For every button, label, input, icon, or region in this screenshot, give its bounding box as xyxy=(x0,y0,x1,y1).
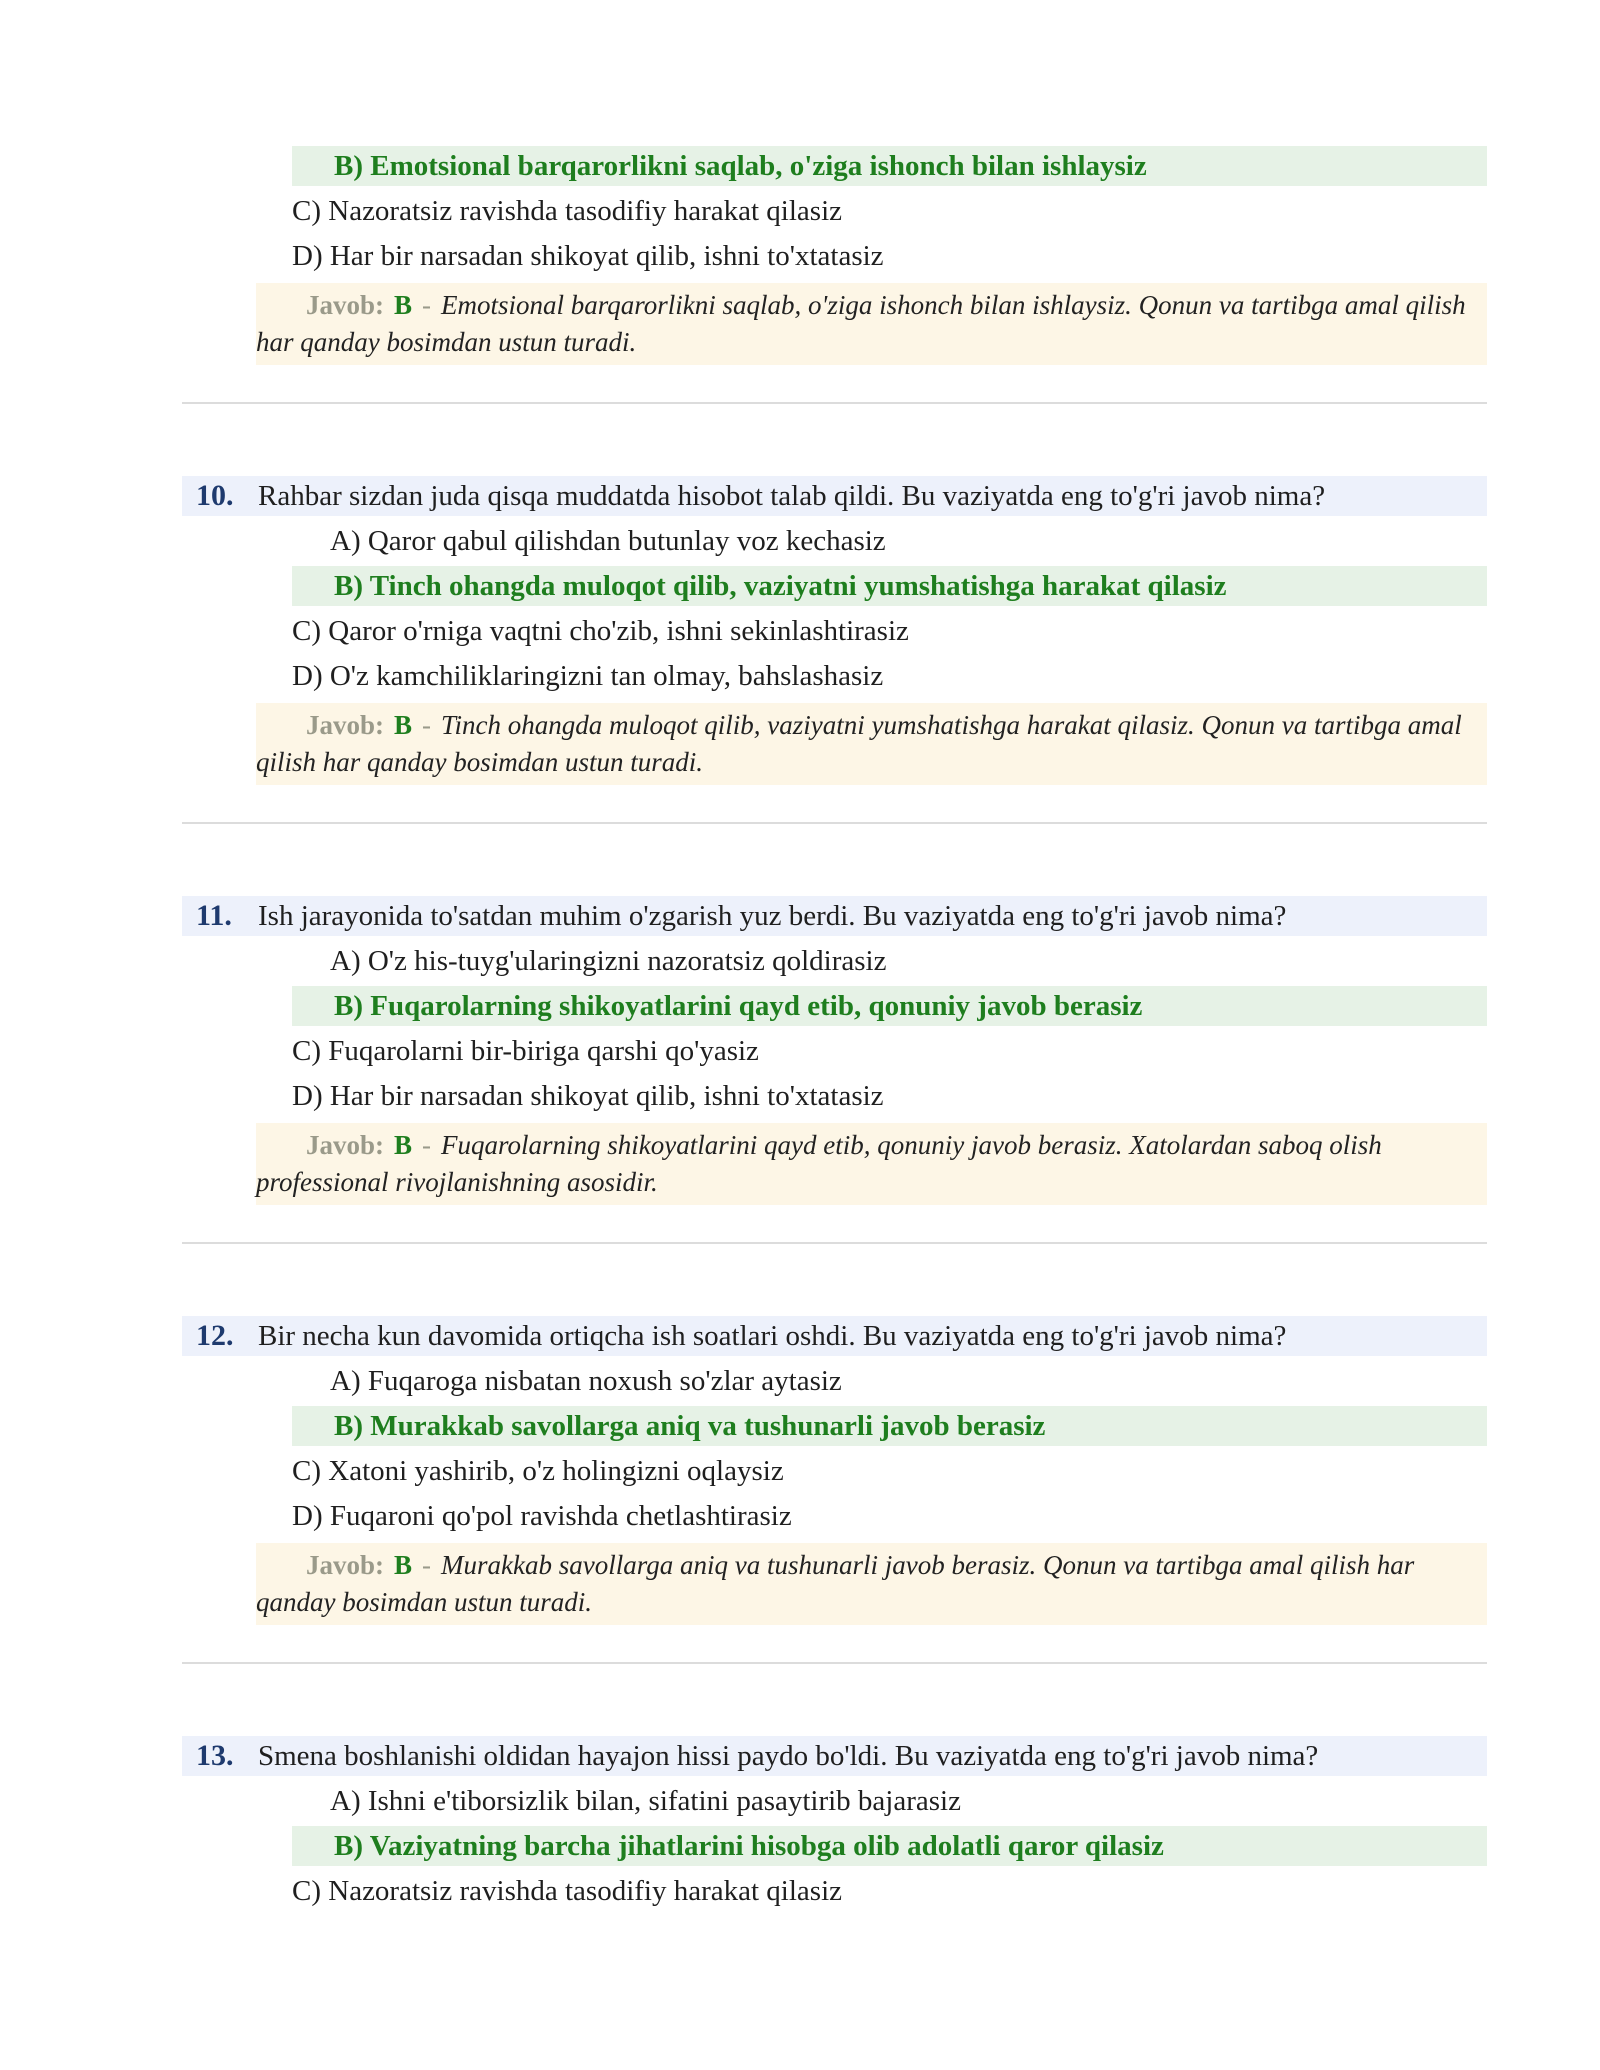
separator xyxy=(182,822,1487,824)
answer-explanation: Emotsional barqarorlikni saqlab, o'ziga ishonch bilan ishlaysiz. Qonun va tartibga amal qilish har qanday bosimdan ustun turadi. xyxy=(256,290,1466,357)
q10-answer-box xyxy=(256,703,1487,785)
answer-explanation: Murakkab savollarga aniq va tushunarli javob berasiz. Qonun va tartibga amal qilish har qanday bosimdan ustun turadi. xyxy=(256,1550,1415,1617)
q13-option-a: A) Ishni e'tiborsizlik bilan, sifatini pasaytirib bajarasiz xyxy=(330,1785,961,1817)
answer-letter: B xyxy=(394,290,413,320)
question-number: 12. xyxy=(196,1319,234,1352)
q12-answer-box xyxy=(256,1543,1487,1625)
answer-dash: - xyxy=(422,290,432,320)
separator xyxy=(182,1242,1487,1244)
answer-label: Javob: xyxy=(306,290,385,320)
q11-option-a: A) O'z his-tuyg'ularingizni nazoratsiz qoldirasiz xyxy=(330,945,887,977)
answer-explanation: Fuqarolarning shikoyatlarini qayd etib, qonuniy javob berasiz. Xatolardan saboq olish professional rivojlanishning asosidir. xyxy=(256,1130,1382,1197)
answer-explanation: Tinch ohangda muloqot qilib, vaziyatni yumshatishga harakat qilasiz. Qonun va tartibga amal qilish har qanday bosimdan ustun turadi. xyxy=(256,710,1462,777)
q12-option-d: D) Fuqaroni qo'pol ravishda chetlashtirasiz xyxy=(292,1500,792,1532)
q10-option-a: A) Qaror qabul qilishdan butunlay voz kechasiz xyxy=(330,525,886,557)
q9-option-c: C) Nazoratsiz ravishda tasodifiy harakat qilasiz xyxy=(292,195,842,227)
answer-label: Javob: xyxy=(306,710,385,740)
q12-option-c: C) Xatoni yashirib, o'z holingizni oqlaysiz xyxy=(292,1455,784,1487)
q13-option-c: C) Nazoratsiz ravishda tasodifiy harakat qilasiz xyxy=(292,1875,842,1907)
q10-option-c: C) Qaror o'rniga vaqtni cho'zib, ishni sekinlashtirasiz xyxy=(292,615,909,647)
q13-option-b-correct: B) Vaziyatning barcha jihatlarini hisobga olib adolatli qaror qilasiz xyxy=(292,1826,1487,1866)
question-11 xyxy=(182,896,1487,936)
answer-letter: B xyxy=(394,710,413,740)
question-number: 11. xyxy=(196,899,232,932)
answer-dash: - xyxy=(422,1130,432,1160)
question-13 xyxy=(182,1736,1487,1776)
q10-option-d: D) O'z kamchiliklaringizni tan olmay, bahslashasiz xyxy=(292,660,884,692)
answer-dash: - xyxy=(422,710,432,740)
q12-option-a: A) Fuqaroga nisbatan noxush so'zlar aytasiz xyxy=(330,1365,842,1397)
question-number: 10. xyxy=(196,479,234,512)
q11-option-c: C) Fuqarolarni bir-biriga qarshi qo'yasiz xyxy=(292,1035,759,1067)
question-text: Ish jarayonida to'satdan muhim o'zgarish yuz berdi. Bu vaziyatda eng to'g'ri javob nima? xyxy=(258,900,1287,932)
q11-answer-box xyxy=(256,1123,1487,1205)
q9-option-b-correct: B) Emotsional barqarorlikni saqlab, o'ziga ishonch bilan ishlaysiz xyxy=(292,146,1487,186)
question-text: Smena boshlanishi oldidan hayajon hissi paydo bo'ldi. Bu vaziyatda eng to'g'ri javob nima? xyxy=(258,1740,1319,1772)
question-12 xyxy=(182,1316,1487,1356)
q11-option-d: D) Har bir narsadan shikoyat qilib, ishni to'xtatasiz xyxy=(292,1080,884,1112)
question-10 xyxy=(182,476,1487,516)
answer-letter: B xyxy=(394,1550,413,1580)
separator xyxy=(182,1662,1487,1664)
question-number: 13. xyxy=(196,1739,234,1772)
answer-letter: B xyxy=(394,1130,413,1160)
question-text: Rahbar sizdan juda qisqa muddatda hisobot talab qildi. Bu vaziyatda eng to'g'ri javob nima? xyxy=(258,480,1326,512)
q9-option-d: D) Har bir narsadan shikoyat qilib, ishni to'xtatasiz xyxy=(292,240,884,272)
question-text: Bir necha kun davomida ortiqcha ish soatlari oshdi. Bu vaziyatda eng to'g'ri javob nima? xyxy=(258,1320,1287,1352)
q9-answer-box xyxy=(256,283,1487,365)
answer-label: Javob: xyxy=(306,1130,385,1160)
separator xyxy=(182,402,1487,404)
answer-label: Javob: xyxy=(306,1550,385,1580)
q12-option-b-correct: B) Murakkab savollarga aniq va tushunarli javob berasiz xyxy=(292,1406,1487,1446)
q10-option-b-correct: B) Tinch ohangda muloqot qilib, vaziyatni yumshatishga harakat qilasiz xyxy=(292,566,1487,606)
q11-option-b-correct: B) Fuqarolarning shikoyatlarini qayd etib, qonuniy javob berasiz xyxy=(292,986,1487,1026)
answer-dash: - xyxy=(422,1550,432,1580)
